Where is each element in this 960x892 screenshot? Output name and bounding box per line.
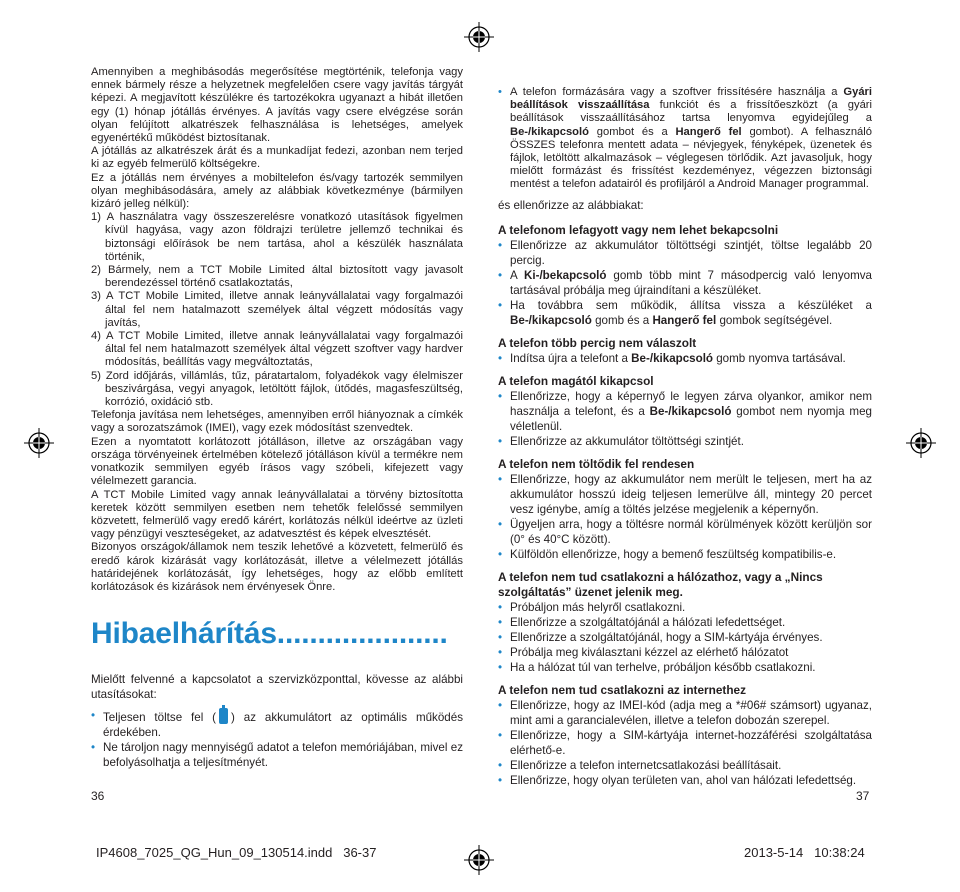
network-bullet-5: • Ha a hálózat túl van terhelve, próbáljon később csatlakozni. [498,660,872,675]
registration-mark-left [24,428,54,458]
charging-bullet-1: • Ellenőrizze, hogy az akkumulátor nem merült le teljesen, mert ha az akkumulátor hosszú ideig teljesen lemerülve áll, mintegy 20 percet vesz igénybe, amíg a töltés jelzése megjelenik a képernyőn. [498,472,872,517]
charging-bullet-3: • Külföldön ellenőrizze, hogy a bemenő feszültség kompatibilis-e. [498,547,872,562]
exclusion-item-4: 4) A TCT Mobile Limited, illetve annak leányvállalatai vagy forgalmazói által fel nem hatalmazott személyek által végzett szoftver vagy hardver módosítás, beállítás vagy megváltoztatás, [91,330,463,369]
registration-mark-top [464,22,494,52]
warranty-paragraph-5: Ezen a nyomtatott korlátozott jótálláson, illetve az országában vagy országa törvényeinek értelmében kötelező jótálláson kívül a termékre nem vonatkozik semmilyen egyéb írásos vagy szóbeli, kifejezett vagy vélelmezett garancia. [91,435,463,488]
battery-icon [219,708,228,724]
page-number-left: 36 [91,789,105,803]
exclusion-item-3: 3) A TCT Mobile Limited, illetve annak leányvállalatai vagy forgalmazói által fel nem hatalmazott személyek által végzett módosítás vagy javítás, [91,290,463,329]
network-bullet-4: • Próbálja meg kiválasztani kézzel az elérhető hálózatot [498,645,872,660]
internet-bullet-1: • Ellenőrizze, hogy az IMEI-kód (adja meg a *#06# számsort) ugyanaz, mint ami a garancialevélen, illetve a telefon dobozán szerepel. [498,698,872,728]
network-bullet-2: • Ellenőrizze a szolgáltatójánál a hálózati lefedettséget. [498,615,872,630]
internet-bullet-2: • Ellenőrizze, hogy a SIM-kártyája internet-hozzáférési szolgáltatása elérhető-e. [498,728,872,758]
internet-bullet-4: • Ellenőrizze, hogy olyan területen van, ahol van hálózati lefedettség. [498,773,872,788]
heading-no-network: A telefon nem tud csatlakozni a hálózathoz, vagy a „Nincs szolgáltatás” üzenet jelenik meg. [498,569,823,599]
turns-off-bullet-2: • Ellenőrizze az akkumulátor töltöttségi szintjét. [498,434,872,449]
warranty-paragraph-4: Telefonja javítása nem lehetséges, amennyiben erről hiányoznak a címkék vagy a sorozatszámok (IMEI), vagy ezek módosítást szenvedtek. [91,409,463,435]
footer-timestamp: 2013-5-14 10:38:24 [744,845,865,860]
right-page [498,86,872,788]
network-bullet-3: • Ellenőrizze a szolgáltatójánál, hogy a SIM-kártyája érvényes. [498,630,872,645]
frozen-bullet-2: • A Ki-/bekapcsoló gomb több mint 7 másodpercig való lenyomva tartásával próbálja meg újraindítani a készüléket. [498,268,872,298]
network-bullet-1: • Próbáljon más helyről csatlakozni. [498,600,872,615]
troubleshoot-intro: Mielőtt felvenné a kapcsolatot a szervizközponttal, kövesse az alábbi utasításokat: [91,673,463,702]
heading-no-response: A telefon több percig nem válaszolt [498,335,697,350]
heading-frozen: A telefonom lefagyott vagy nem lehet bekapcsolni [498,222,779,237]
charging-bullet-2: • Ügyeljen arra, hogy a töltésre normál körülmények között kerüljön sor (0° és 40°C között). [498,517,872,547]
exclusion-item-2: 2) Bármely, nem a TCT Mobile Limited által biztosított vagy javasolt berendezéssel történő csatlakoztatás, [91,264,463,290]
warranty-paragraph-7: Bizonyos országok/államok nem teszik lehetővé a közvetett, felmerülő és eredő károk kizárását vagy korlátozását, illetve a vélelmezett jótállás határidejének korlátozását, így lehetséges, hogy az előbb említett korlátozások és kizárások nem érvényesek Önre. [91,541,463,593]
bullet-charge: • Teljesen töltse fel ( ) az akkumulátort az optimális működés érdekében. [91,708,463,740]
bullet-factory-reset: • A telefon formázására vagy a szoftver frissítésére használja a Gyári beállítások visszaállítása funkciót és a frissítőeszközt (a gyári beállítások visszaállításához tartsa lenyomva egyidejűleg a Be-/kikapcsoló gombot és a Hangerő fel gombot). A felhasználó ÖSSZES telefonra mentett adata – névjegyek, fényképek, üzenetek és fájlok, letöltött alkalmazások – véglegesen törlődik. Azt javasoljuk, hogy mielőtt formázást és frissítést kezdeményez, végezzen biztonsági mentést a telefon adatairól és profiljáról a Android Manager programmal. [498,86,872,192]
heading-no-internet: A telefon nem tud csatlakozni az internethez [498,682,746,697]
turns-off-bullet-1: • Ellenőrizze, hogy a képernyő le legyen zárva olyankor, amikor nem használja a telefont, és a Be-/kikapcsoló gombot nem nyomja meg véletlenül. [498,389,872,434]
warranty-paragraph-6: A TCT Mobile Limited vagy annak leányvállalatai a törvény biztosította keretek között semmilyen esetben nem tehetők felelőssé semmilyen közvetett, felmerülő vagy eredő kárért, korlátozás nélkül ideértve az üzleti vagy pénzügyi veszteségeket, az adatvesztést és képek elvesztését. [91,488,463,541]
exclusion-item-5: 5) Zord időjárás, villámlás, tűz, páratartalom, folyadékok vagy élelmiszer beszivárgása, vegyi anyagok, letöltött fájlok, ütődés, magasfeszültség, korrózió, oxidáció stb. [91,369,463,409]
section-title: Hibaelhárítás..................... [91,617,448,651]
heading-turns-off: A telefon magától kikapcsol [498,373,654,388]
check-line: és ellenőrizze az alábbiakat: [498,198,644,212]
exclusion-item-1: 1) A használatra vagy összeszerelésre vonatkozó utasítások figyelmen kívül hagyása, vagy azon földrajzi területre jellemző technikai és biztonsági előírások be nem tartása, ahol a készülék használata történik, [91,211,463,263]
frozen-bullet-3: • Ha továbbra sem működik, állítsa vissza a készüléket a Be-/kikapcsoló gomb és a Hangerő fel gombok segítségével. [498,298,872,328]
page-number-right: 37 [856,789,870,803]
warranty-paragraph-1: Amennyiben a meghibásodás megerősítése megtörténik, telefonja vagy ennek bármely része a helyzetnek megfelelően csere vagy javítás tárgyát képezi. A megjavított készülékre és tartozékokra ugyanazt a hibát illetően egy (1) hónap jótállás érvényes. A javítás vagy csere elvégzése során olyan felújított alkatrészek felhasználása is lehetséges, amelyek egyenértékű működést biztosítanak. [91,66,463,145]
bullet-memory: • Ne tároljon nagy mennyiségű adatot a telefon memóriájában, mivel ez befolyásolhatja a teljesítményét. [91,740,463,770]
registration-mark-right [906,428,936,458]
left-page [91,66,463,770]
warranty-paragraph-3: Ez a jótállás nem érvényes a mobiltelefon és/vagy tartozék semmilyen olyan meghibásodására, amely az alábbiak következménye (bármilyen kizáró jelleg nélkül): [91,171,463,211]
no-response-bullet: • Indítsa újra a telefont a Be-/kikapcsoló gomb nyomva tartásával. [498,351,872,366]
heading-not-charging: A telefon nem töltődik fel rendesen [498,456,695,471]
internet-bullet-3: • Ellenőrizze a telefon internetcsatlakozási beállításait. [498,758,872,773]
frozen-bullet-1: • Ellenőrizze az akkumulátor töltöttségi szintjét, töltse legalább 20 percig. [498,238,872,268]
registration-mark-bottom [464,845,494,875]
footer-file-name: IP4608_7025_QG_Hun_09_130514.indd 36-37 [96,845,377,860]
warranty-paragraph-2: A jótállás az alkatrészek árát és a munkadíjat fedezi, azonban nem terjed ki az egyéb felmerülő költségekre. [91,145,463,171]
